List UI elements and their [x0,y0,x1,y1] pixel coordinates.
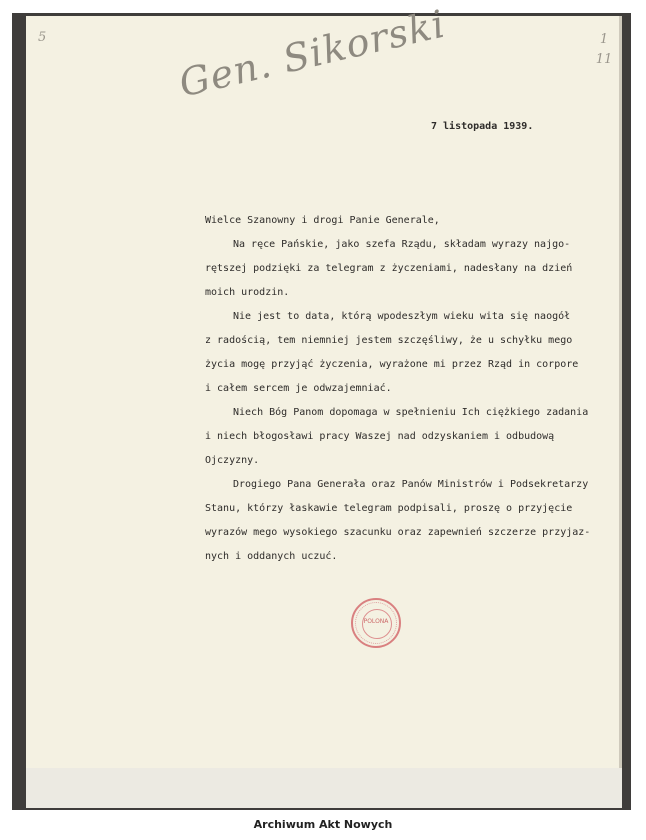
pencil-signature-annotation: Gen. Sikorski [175,1,450,106]
letter-line: rętszej podzięki za telegram z życzeniami, nadesłany na dzień [205,263,573,274]
letter-line: Nie jest to data, którą wpodeszłym wieku wita się naogół [233,311,571,322]
archive-footer-label: Archiwum Akt Nowych [253,818,393,831]
archive-folio-numbers [594,30,614,70]
letter-line: wyrazów mego wysokiego szacunku oraz zapewnień szczerze przyjaz- [205,527,591,538]
letter-salutation: Wielce Szanowny i drogi Panie Generale, [205,215,440,226]
letter-date: 7 listopada 1939. [431,121,534,132]
letter-line: nych i oddanych uczuć. [205,551,338,562]
letter-line: Niech Bóg Panom dopomaga w spełnieniu Ich ciężkiego zadania [233,407,589,418]
archive-page-number: 5 [38,30,47,45]
stamp-text: POLONA [363,618,389,625]
letter-line: życia mogę przyjąć życzenia, wyrażone mi przez Rząd in corpore [205,359,579,370]
page-shadow [619,16,622,768]
bottom-margin-strip [26,768,622,808]
letter-line: Stanu, którzy łaskawie telegram podpisali, proszę o przyjęcie [205,503,573,514]
folio-number-1: 1 [599,32,609,47]
letter-line: Na ręce Pańskie, jako szefa Rządu, składam wyrazy najgo- [233,239,571,250]
archive-stamp [351,598,401,648]
letter-line: z radością, tem niemniej jestem szczęśliwy, że u schyłku mego [205,335,573,346]
folio-number-2: 11 [595,52,613,67]
letter-line: i całem sercem je odwzajemniać. [205,383,392,394]
letter-line: moich urodzin. [205,287,290,298]
letter-line: Drogiego Pana Generała oraz Panów Ministrów i Podsekretarzy [233,479,589,490]
letter-line: i niech błogosławi pracy Waszej nad odzyskaniem i odbudową [205,431,555,442]
letter-line: Ojczyzny. [205,455,260,466]
